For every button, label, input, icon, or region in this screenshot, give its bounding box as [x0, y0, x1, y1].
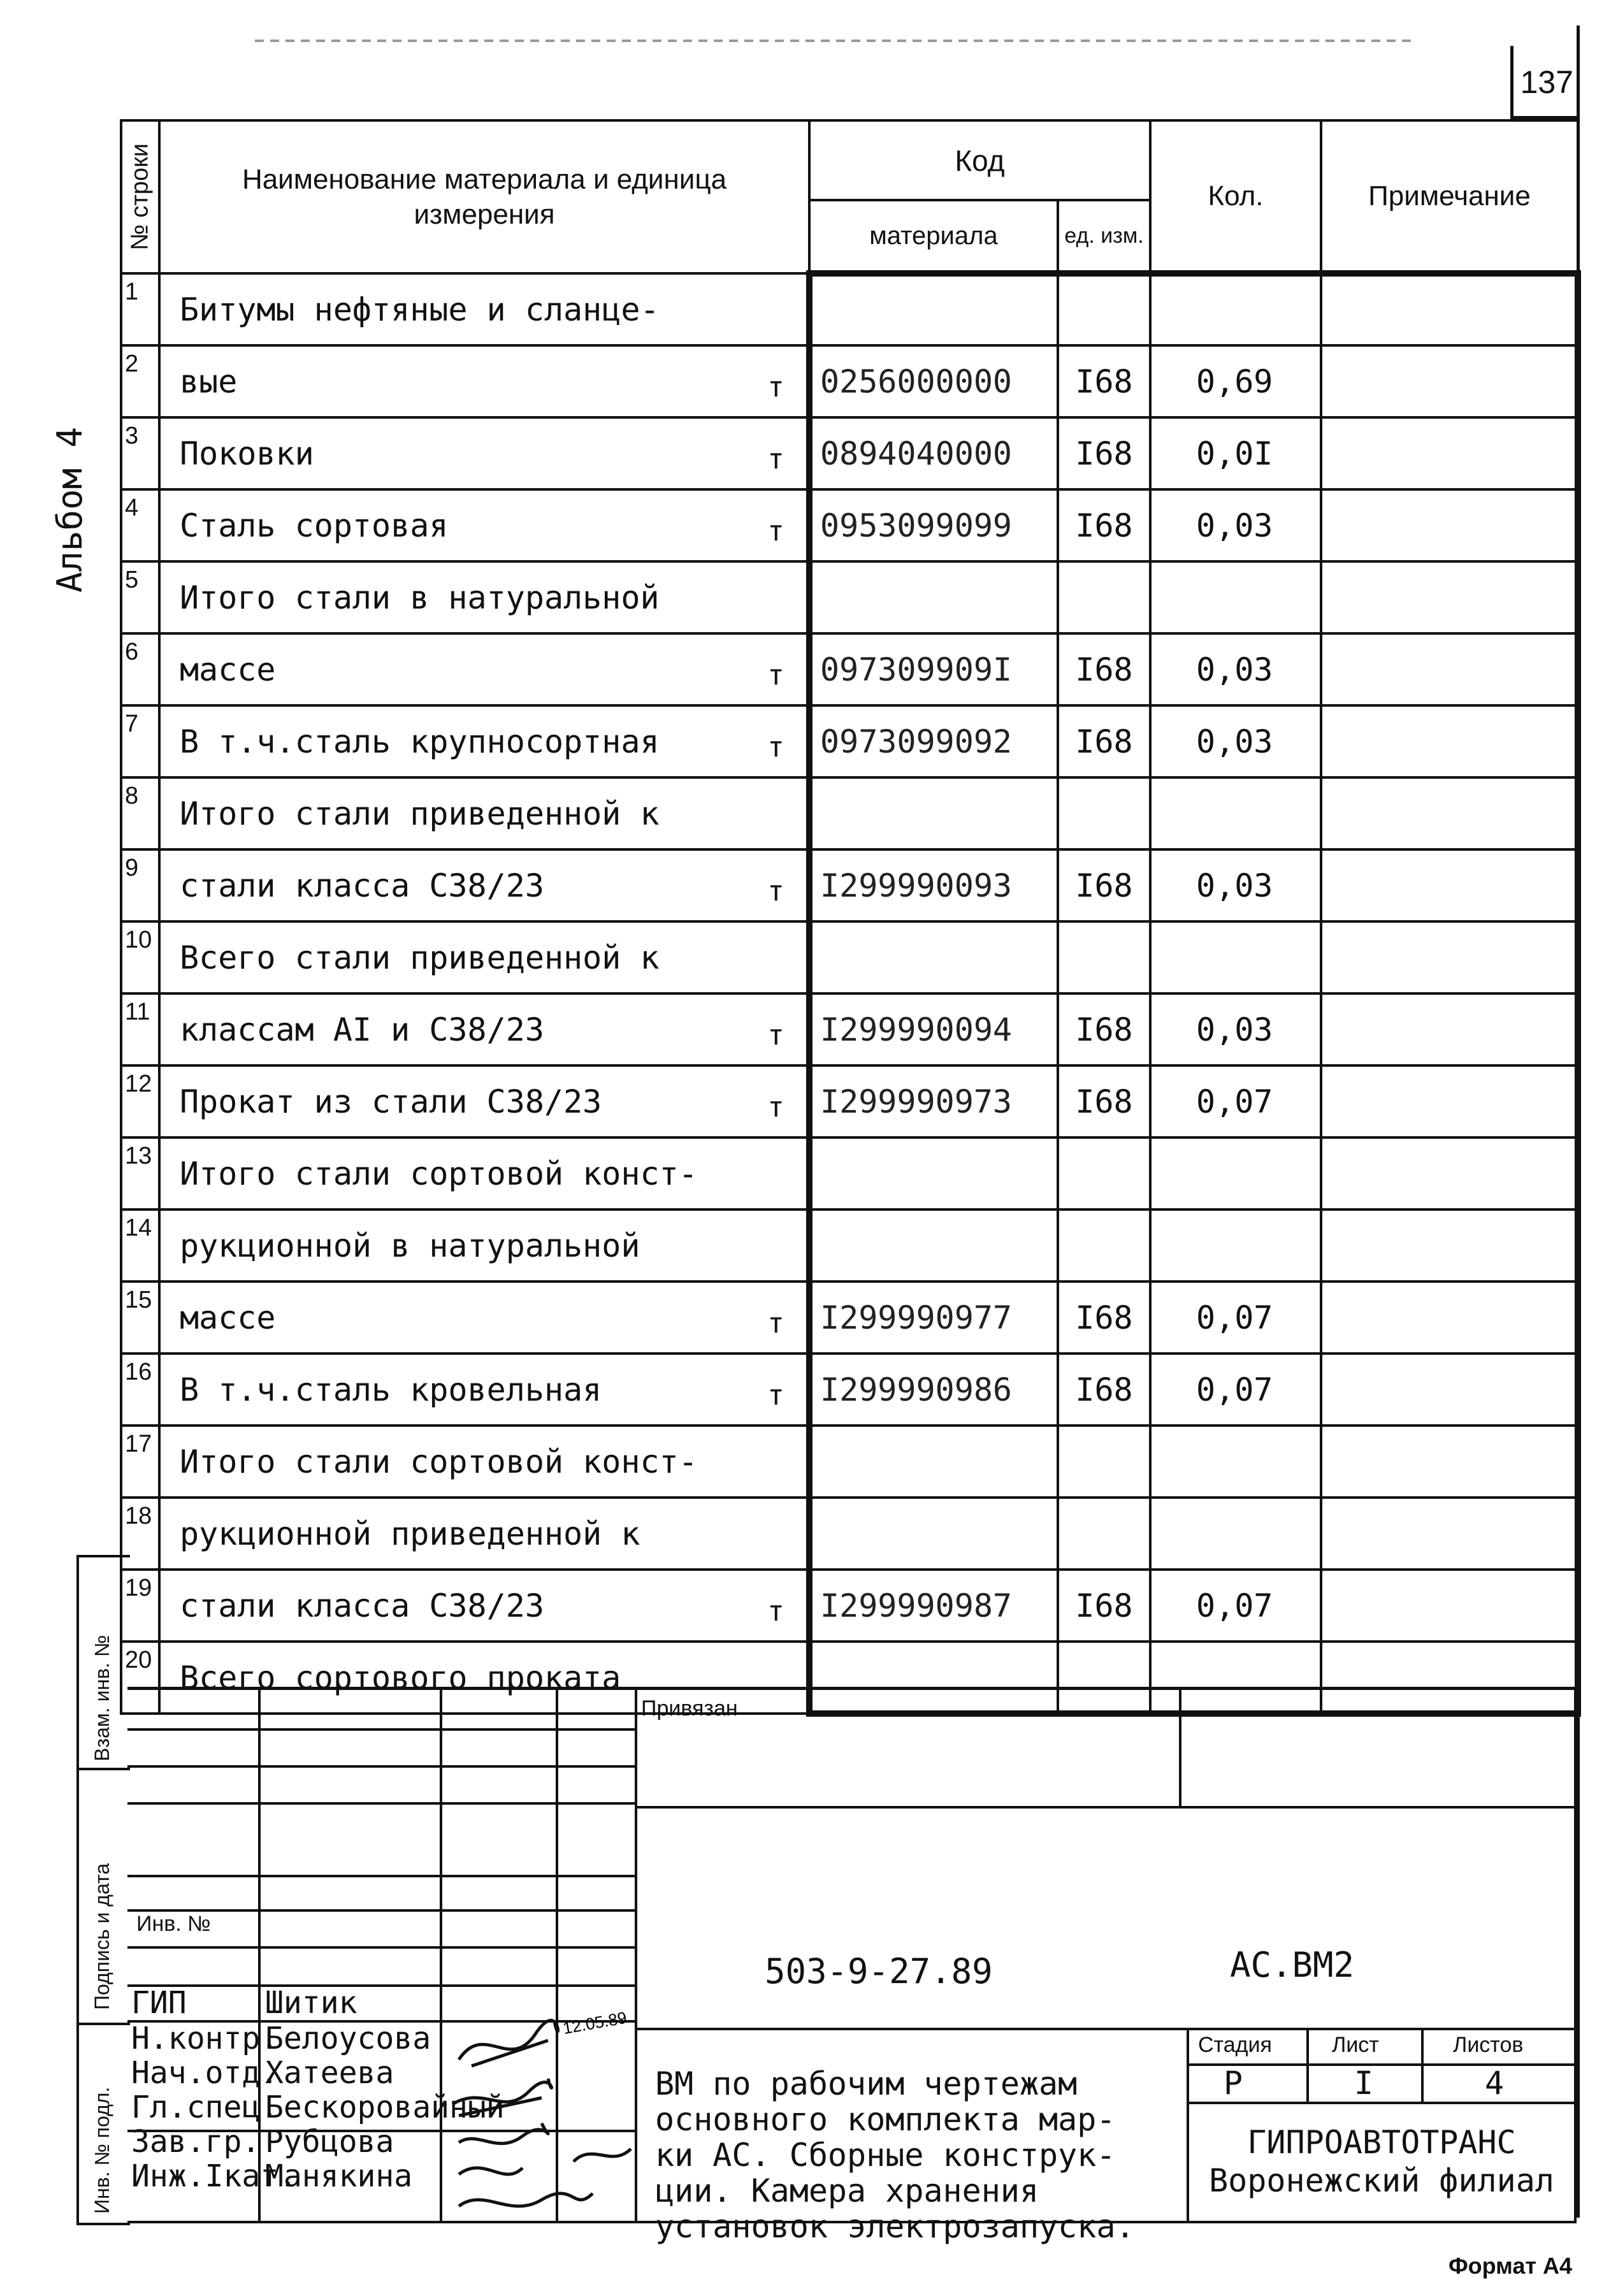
material-code: 0894040000 [809, 417, 1058, 489]
header-name: Наименование материала и единица измерения [159, 120, 809, 273]
row-number: 5 [121, 561, 159, 633]
note [1321, 777, 1578, 849]
row-number: 4 [121, 489, 159, 561]
header-code: Код [809, 120, 1150, 200]
quantity [1150, 561, 1321, 633]
quantity: 0,03 [1150, 993, 1321, 1065]
row-number: 12 [121, 1065, 159, 1137]
quantity [1150, 777, 1321, 849]
material-name: Поковки [159, 417, 746, 489]
uom-code [1058, 1209, 1150, 1282]
quantity: 0,03 [1150, 633, 1321, 705]
unit: т [746, 993, 809, 1065]
material-code: I299990977 [809, 1282, 1058, 1354]
description-line: установок электрозапуска. [655, 2208, 1135, 2245]
uom-code: I68 [1058, 1570, 1150, 1642]
uom-code [1058, 1426, 1150, 1498]
material-code: I299990973 [809, 1065, 1058, 1137]
unit: т [746, 705, 809, 777]
note [1321, 561, 1578, 633]
signer-role: Нач.отд. [131, 2055, 279, 2091]
material-name: Итого стали сортовой конст- [159, 1137, 746, 1209]
row-number: 20 [121, 1642, 159, 1714]
table-row [121, 705, 1578, 777]
material-code [809, 273, 1058, 345]
unit: т [746, 1354, 809, 1426]
privyazan-cell [635, 1690, 1577, 1809]
unit [746, 1209, 809, 1282]
quantity [1150, 1137, 1321, 1209]
header-row-no: № строки [121, 120, 159, 273]
note [1321, 417, 1578, 489]
signatures-drawing [446, 1945, 637, 2223]
row-number: 15 [121, 1282, 159, 1354]
material-name: Итого стали приведенной к [159, 777, 746, 849]
note [1321, 849, 1578, 921]
material-name: Всего сортового проката [159, 1642, 746, 1714]
org-name [1187, 2123, 1577, 2200]
material-code [809, 561, 1058, 633]
sheet-label: Лист [1332, 2033, 1379, 2057]
material-name: Битумы нефтяные и сланце- [159, 273, 746, 345]
row-number: 11 [121, 993, 159, 1065]
note [1321, 1426, 1578, 1498]
material-name: стали класса С38/23 [159, 849, 746, 921]
material-code [809, 921, 1058, 993]
description-line: ки АС. Сборные конструк- [655, 2137, 1116, 2174]
table-row [121, 345, 1578, 417]
material-name: рукционной приведенной к [159, 1498, 746, 1570]
unit [746, 1426, 809, 1498]
margin-inv-podl: Инв. № подл. [90, 2086, 113, 2214]
note [1321, 1209, 1578, 1282]
material-code: I299990987 [809, 1570, 1058, 1642]
signer-role: Инж.Ікат. [131, 2158, 298, 2194]
unit [746, 273, 809, 345]
quantity: 0,07 [1150, 1570, 1321, 1642]
row-number: 16 [121, 1354, 159, 1426]
material-name: В т.ч.сталь крупносортная [159, 705, 746, 777]
material-name: стали класса С38/23 [159, 1570, 746, 1642]
note [1321, 1354, 1578, 1426]
material-code: I299990986 [809, 1354, 1058, 1426]
table-row [121, 921, 1578, 993]
signer-name: Рубцова [265, 2124, 394, 2160]
quantity: 0,03 [1150, 849, 1321, 921]
row-number: 7 [121, 705, 159, 777]
signer-role: Гл.спец. [131, 2090, 279, 2125]
uom-code: I68 [1058, 1354, 1150, 1426]
title-block [127, 1687, 1577, 2245]
material-name: вые [159, 345, 746, 417]
quantity [1150, 273, 1321, 345]
signer-name: Манякина [265, 2158, 413, 2194]
header-uom: ед. изм. [1058, 200, 1150, 273]
uom-code: I68 [1058, 345, 1150, 417]
material-code: 0973099092 [809, 705, 1058, 777]
uom-code [1058, 921, 1150, 993]
row-number: 9 [121, 849, 159, 921]
unit: т [746, 633, 809, 705]
description-line: ции. Камера хранения [655, 2172, 1039, 2209]
uom-code [1058, 777, 1150, 849]
unit: т [746, 1065, 809, 1137]
material-name: Итого стали в натуральной [159, 561, 746, 633]
signer-role: Зав.гр. [131, 2124, 261, 2160]
header-note: Примечание [1321, 120, 1578, 273]
note [1321, 489, 1578, 561]
material-code [809, 777, 1058, 849]
org-line-1: ГИПРОАВТОТРАНС [1247, 2124, 1516, 2161]
page-number: 137 [1520, 64, 1573, 100]
table-row [121, 1282, 1578, 1354]
table-row [121, 1065, 1578, 1137]
note [1321, 1137, 1578, 1209]
material-name: Прокат из стали С38/23 [159, 1065, 746, 1137]
material-name: Сталь сортовая [159, 489, 746, 561]
signer-role: Н.контр. [131, 2021, 279, 2056]
note [1321, 921, 1578, 993]
unit: т [746, 345, 809, 417]
row-number: 8 [121, 777, 159, 849]
material-name: классам АI и С38/23 [159, 993, 746, 1065]
note [1321, 273, 1578, 345]
unit [746, 1498, 809, 1570]
row-number: 17 [121, 1426, 159, 1498]
uom-code [1058, 1498, 1150, 1570]
unit: т [746, 417, 809, 489]
note [1321, 993, 1578, 1065]
table-row [121, 417, 1578, 489]
row-number: 6 [121, 633, 159, 705]
row-number: 1 [121, 273, 159, 345]
unit [746, 1137, 809, 1209]
header-qty: Кол. [1150, 120, 1321, 273]
table-row [121, 849, 1578, 921]
material-code: 097309909I [809, 633, 1058, 705]
sheet-value: I [1354, 2065, 1374, 2102]
unit: т [746, 489, 809, 561]
top-scan-line [255, 40, 1415, 42]
table-row [121, 1137, 1578, 1209]
table-row [121, 1209, 1578, 1282]
table-row [121, 1570, 1578, 1642]
uom-code: I68 [1058, 489, 1150, 561]
quantity: 0,69 [1150, 345, 1321, 417]
sheets-value: 4 [1485, 2065, 1505, 2102]
uom-code: I68 [1058, 705, 1150, 777]
margin-vzam-inv: Взам. инв. № [90, 1635, 113, 1761]
quantity [1150, 1209, 1321, 1282]
uom-code: I68 [1058, 849, 1150, 921]
table-row [121, 1354, 1578, 1426]
table-row [121, 777, 1578, 849]
material-code: 0256000000 [809, 345, 1058, 417]
album-label: Альбом 4 [50, 426, 90, 593]
signer-name: Шитик [265, 1985, 358, 2021]
left-margin-stamp [76, 1555, 130, 2225]
material-code [809, 1426, 1058, 1498]
material-code: I299990093 [809, 849, 1058, 921]
material-code [809, 1137, 1058, 1209]
quantity: 0,03 [1150, 489, 1321, 561]
row-number: 18 [121, 1498, 159, 1570]
uom-code: I68 [1058, 993, 1150, 1065]
sheets-label: Листов [1453, 2033, 1524, 2057]
uom-code: I68 [1058, 417, 1150, 489]
inv-no-label: Инв. № [136, 1912, 211, 1936]
table-row [121, 1426, 1578, 1498]
format-label: Формат А4 [1448, 2253, 1572, 2279]
description [655, 2066, 1135, 2244]
table-row [121, 993, 1578, 1065]
row-number: 19 [121, 1570, 159, 1642]
signer-role: ГИП [131, 1985, 187, 2021]
table-row [121, 489, 1578, 561]
doc-code: 503-9-27.89 [765, 1951, 993, 1991]
doc-code-cell [635, 1806, 1577, 2030]
signer-name: Белоусова [265, 2021, 431, 2056]
unit [746, 561, 809, 633]
row-number: 13 [121, 1137, 159, 1209]
privyazan-label: Привязан [641, 1696, 738, 1721]
note [1321, 1570, 1578, 1642]
material-name: рукционной в натуральной [159, 1209, 746, 1282]
material-code: 0953099099 [809, 489, 1058, 561]
quantity: 0,07 [1150, 1282, 1321, 1354]
material-name: Итого стали сортовой конст- [159, 1426, 746, 1498]
margin-podpis-data: Подпись и дата [90, 1863, 113, 2010]
uom-code: I68 [1058, 633, 1150, 705]
quantity [1150, 1498, 1321, 1570]
note [1321, 1498, 1578, 1570]
note [1321, 345, 1578, 417]
table-row [121, 273, 1578, 345]
stage-value: Р [1224, 2065, 1243, 2102]
gip-date: 12.05.89 [561, 2007, 628, 2038]
row-number: 2 [121, 345, 159, 417]
materials-table [120, 119, 1581, 1717]
quantity [1150, 1426, 1321, 1498]
quantity: 0,07 [1150, 1065, 1321, 1137]
stage-label: Стадия [1198, 2033, 1272, 2057]
note [1321, 1282, 1578, 1354]
uom-code [1058, 561, 1150, 633]
material-name: массе [159, 633, 746, 705]
material-code [809, 1498, 1058, 1570]
unit [746, 921, 809, 993]
table-row [121, 1498, 1578, 1570]
note [1321, 705, 1578, 777]
uom-code [1058, 273, 1150, 345]
material-name: Всего стали приведенной к [159, 921, 746, 993]
table-row [121, 633, 1578, 705]
note [1321, 633, 1578, 705]
material-code: I299990094 [809, 993, 1058, 1065]
doc-mark: АС.ВМ2 [1230, 1945, 1355, 1985]
unit: т [746, 1570, 809, 1642]
row-number: 10 [121, 921, 159, 993]
unit: т [746, 1282, 809, 1354]
description-line: основного комплекта мар- [655, 2101, 1116, 2138]
quantity: 0,0I [1150, 417, 1321, 489]
row-number: 3 [121, 417, 159, 489]
quantity: 0,03 [1150, 705, 1321, 777]
quantity: 0,07 [1150, 1354, 1321, 1426]
signer-name: Хатеева [265, 2055, 394, 2091]
header-material: материала [809, 200, 1058, 273]
quantity [1150, 921, 1321, 993]
uom-code [1058, 1137, 1150, 1209]
row-number: 14 [121, 1209, 159, 1282]
material-name: В т.ч.сталь кровельная [159, 1354, 746, 1426]
note [1321, 1065, 1578, 1137]
uom-code: I68 [1058, 1065, 1150, 1137]
signer-name: Бескоровайный [265, 2090, 505, 2125]
table-row [121, 561, 1578, 633]
description-line: ВМ по рабочим чертежам [655, 2065, 1078, 2102]
material-code [809, 1209, 1058, 1282]
unit: т [746, 849, 809, 921]
org-line-2: Воронежский филиал [1209, 2162, 1554, 2199]
page-number-box [1510, 46, 1580, 119]
uom-code: I68 [1058, 1282, 1150, 1354]
material-name: массе [159, 1282, 746, 1354]
unit [746, 777, 809, 849]
